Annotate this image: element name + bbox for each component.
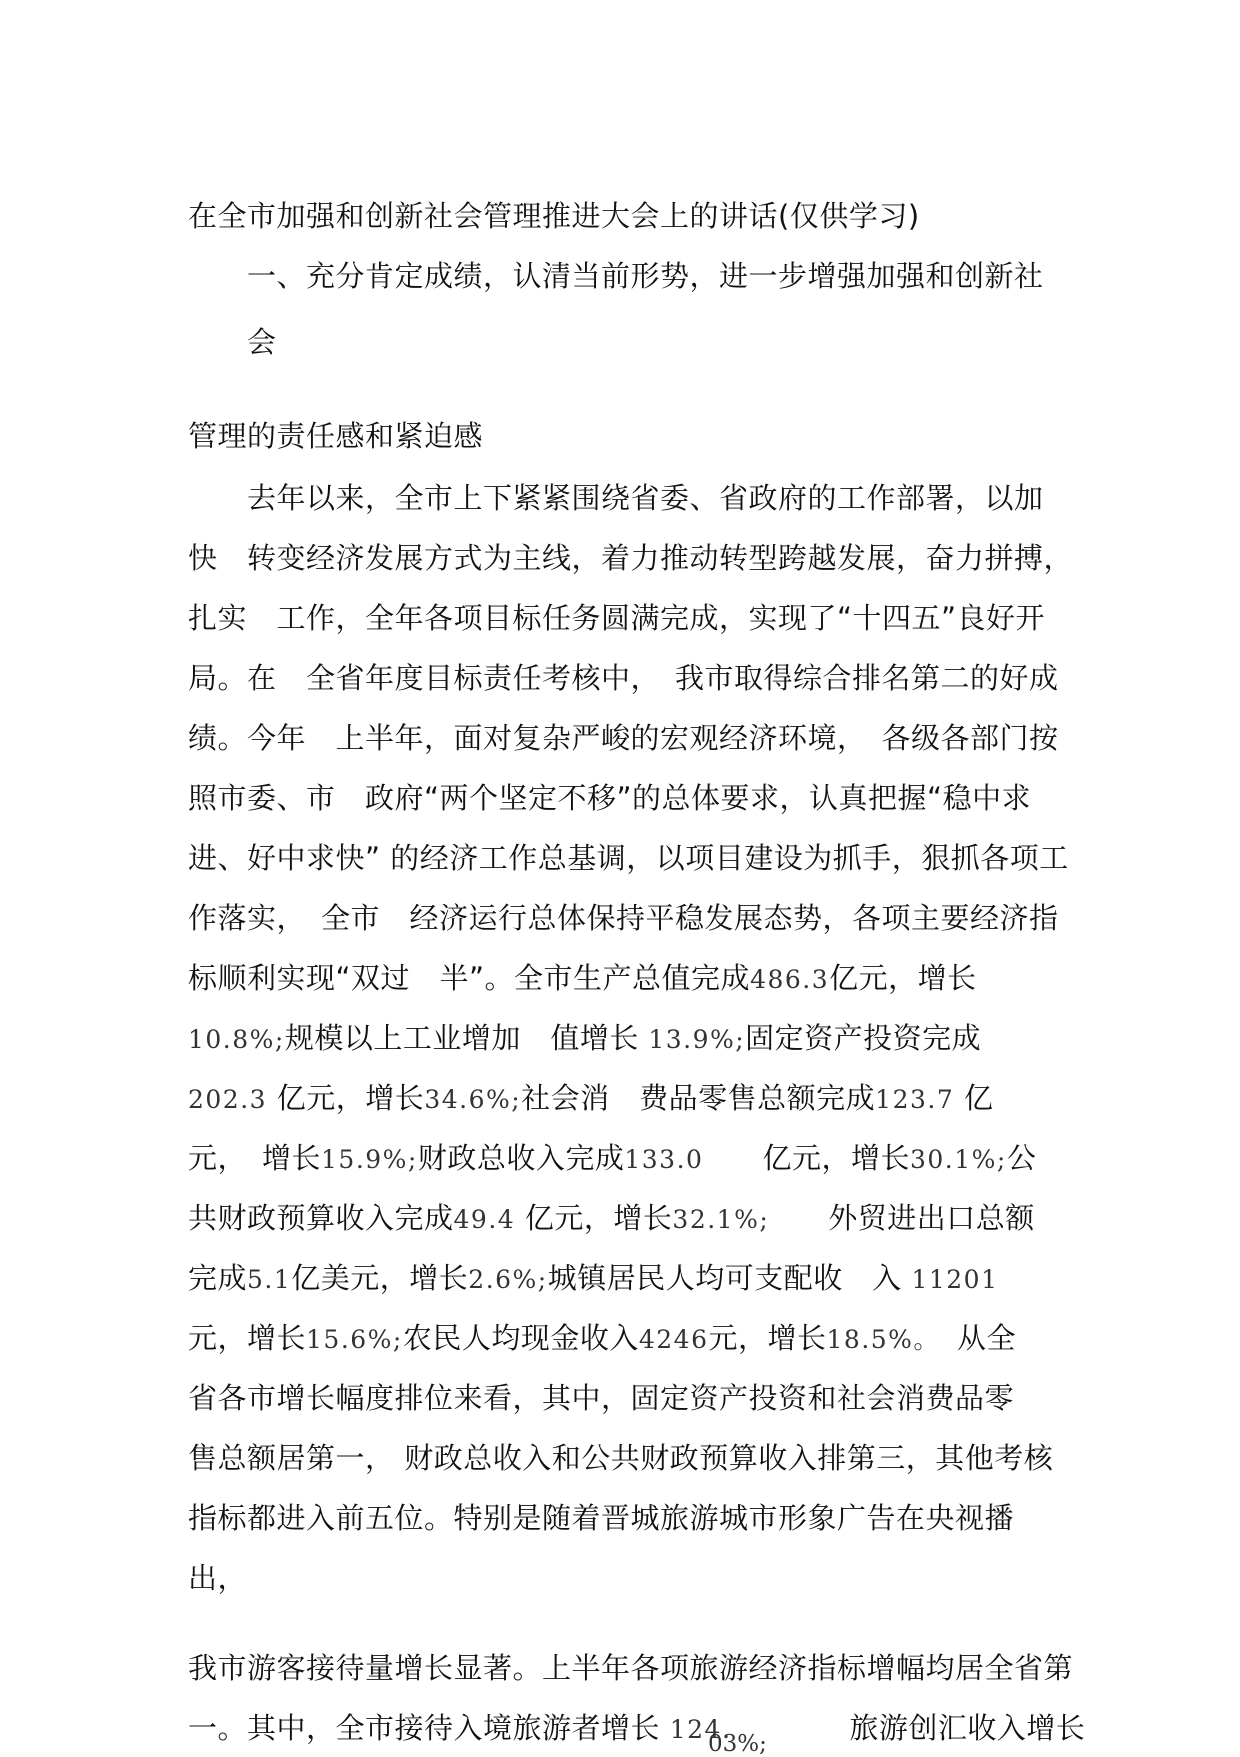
paragraph-line: 10.8%;规模以上工业增加 值增长 13.9%;固定资产投资完成 (188, 1021, 982, 1055)
paragraph-line: 去年以来，全市上下紧紧围绕省委、省政府的工作部署，以加 (247, 481, 1044, 515)
paragraph-line: 作落实， 全市 经济运行总体保持平稳发展态势，各项主要经济指 (188, 901, 1059, 935)
wrapped-percent-fragment: 03%; (708, 1731, 767, 1757)
paragraph-line: 照市委、市 政府“两个坚定不移”的总体要求，认真把握“稳中求 (188, 781, 1032, 815)
paragraph-line: 202.3 亿元，增长34.6%;社会消 费品零售总额完成123.7 亿 (188, 1081, 994, 1115)
paragraph-line: 完成5.1亿美元，增长2.6%;城镇居民人均可支配收 入 11201 (188, 1261, 999, 1295)
section-heading-cont: 管理的责任感和紧迫感 (188, 419, 484, 453)
paragraph-line: 扎实 工作，全年各项目标任务圆满完成，实现了“十四五”良好开 (188, 601, 1046, 635)
section-heading-cont: 会 (247, 325, 277, 359)
paragraph-line: 标顺利实现“双过 半”。全市生产总值完成486.3亿元，增长 (188, 961, 977, 995)
paragraph-line: 出， (188, 1561, 248, 1595)
paragraph-line: 绩。今年 上半年，面对复杂严峻的宏观经济环境， 各级各部门按 (188, 721, 1059, 755)
document-title: 在全市加强和创新社会管理推进大会上的讲话(仅供学习) (188, 199, 920, 233)
paragraph-line: 指标都进入前五位。特别是随着晋城旅游城市形象广告在央视播 (188, 1501, 1015, 1535)
paragraph-line: 售总额居第一， 财政总收入和公共财政预算收入排第三，其他考核 (188, 1441, 1054, 1475)
paragraph-line: 共财政预算收入完成49.4 亿元，增长32.1%; 外贸进出口总额 (188, 1201, 1035, 1235)
paragraph-line: 快 转变经济发展方式为主线，着力推动转型跨越发展，奋力拼搏， (188, 541, 1074, 575)
paragraph-line: 元，增长15.6%;农民人均现金收入4246元，增长18.5%。 从全 (188, 1321, 1016, 1355)
paragraph-line: 省各市增长幅度排位来看，其中，固定资产投资和社会消费品零 (188, 1381, 1015, 1415)
paragraph-line: 局。在 全省年度目标责任考核中， 我市取得综合排名第二的好成 (188, 661, 1059, 695)
paragraph-line: 一。其中，全市接待入境旅游者增长 124. 旅游创汇收入增长 (188, 1711, 1086, 1745)
paragraph-line: 元， 增长15.9%;财政总收入完成133.0 亿元，增长30.1%;公 (188, 1141, 1037, 1175)
paragraph-line: 进、好中求快” 的经济工作总基调，以项目建设为抓手，狠抓各项工 (188, 841, 1069, 875)
paragraph-line: 我市游客接待量增长显著。上半年各项旅游经济指标增幅均居全省第 (188, 1651, 1074, 1685)
section-heading: 一、充分肯定成绩，认清当前形势，进一步增强加强和创新社 (247, 259, 1044, 293)
